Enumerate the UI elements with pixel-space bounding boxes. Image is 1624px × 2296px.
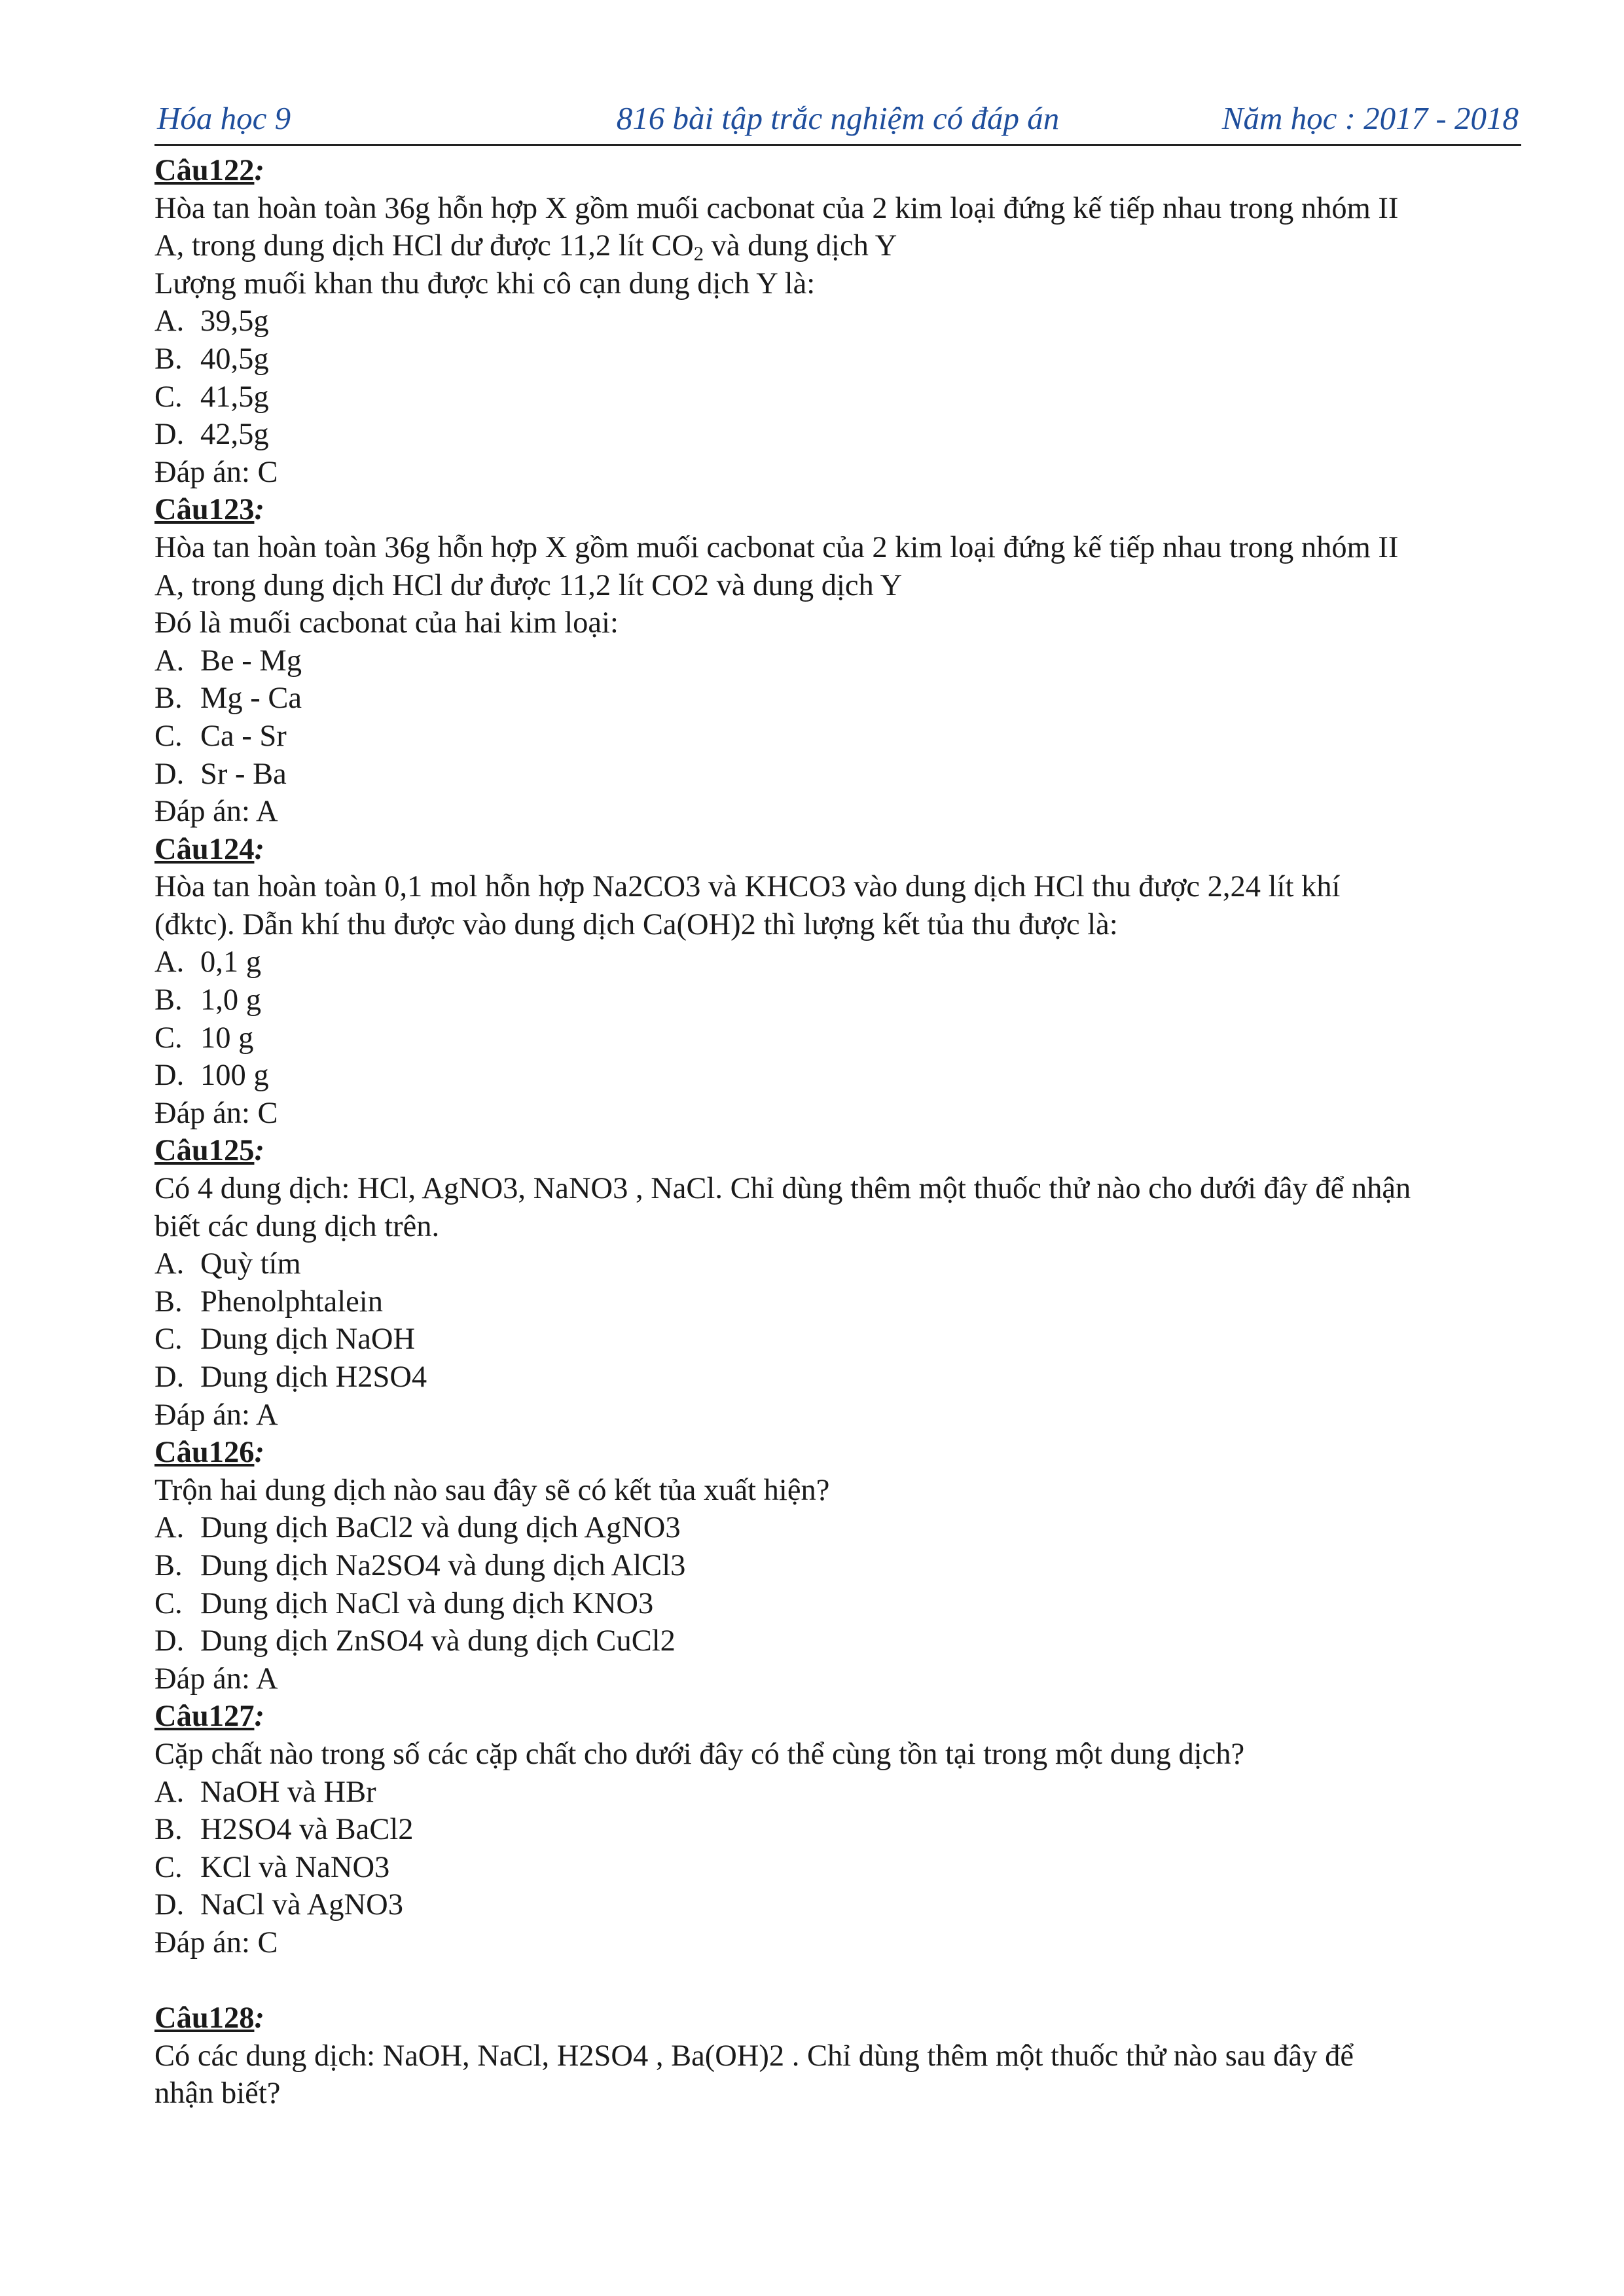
answer-option [154,1585,1523,1623]
question-text-line [154,227,1523,265]
option-letter: D. [154,1360,185,1394]
question-text-line: Đó là muối cacbonat của hai kim loại: [154,606,619,640]
question-text-line: biết các dung dịch trên. [154,1209,440,1243]
answer-option [154,1886,1523,1924]
question-block [154,491,1523,830]
option-letter: A. [154,304,185,338]
option-letter: D. [154,1888,185,1922]
option-text: Ca - Sr [200,719,287,753]
answer-option [154,1811,1523,1849]
answer-option [154,340,1523,378]
answer-option [154,1321,1523,1358]
answer-option [154,302,1523,340]
option-text: Dung dịch Na2SO4 và dung dịch AlCl3 [200,1548,686,1582]
option-letter: B. [154,983,183,1017]
answer-option [154,1245,1523,1283]
option-letter: A. [154,1247,185,1281]
question-text-line: Hòa tan hoàn toàn 36g hỗn hợp X gồm muối cacbonat của 2 kim loại đứng kế tiếp nhau trong nhóm II [154,191,1399,225]
option-text: 100 g [200,1059,269,1093]
subscript: 2 [693,242,704,265]
blank-line [154,1962,1523,2000]
option-text: Quỳ tím [200,1247,301,1281]
question-number-colon: : [254,1700,264,1734]
option-text: 40,5g [200,342,269,376]
option-text: Dung dịch NaOH [200,1322,416,1357]
option-text: 10 g [200,1021,254,1055]
question-text-segment: A, trong dung dịch HCl dư được 11,2 lít CO [154,229,694,263]
question-block [154,831,1523,1133]
answer-option [154,1849,1523,1887]
option-letter: C. [154,1586,183,1620]
answer-key: Đáp án: A [154,1662,278,1696]
answer-option [154,1509,1523,1547]
question-text-line: (đktc). Dẫn khí thu được vào dung dịch Ca(OH)2 thì lượng kết tủa thu được là: [154,907,1118,941]
question-text-line: Có 4 dung dịch: HCl, AgNO3, NaNO3 , NaCl. Chỉ dùng thêm một thuốc thử nào cho dưới đây để nhận [154,1172,1411,1206]
answer-option [154,642,1523,680]
question-text-line: Hòa tan hoàn toàn 36g hỗn hợp X gồm muối cacbonat của 2 kim loại đứng kế tiếp nhau trong nhóm II [154,530,1399,564]
option-letter: D. [154,1059,185,1093]
answer-option [154,416,1523,454]
option-text: NaCl và AgNO3 [200,1888,403,1922]
answer-option [154,1622,1523,1660]
question-text-line: nhận biết? [154,2077,281,2111]
option-letter: B. [154,1285,183,1319]
option-letter: B. [154,342,183,376]
answer-option [154,680,1523,718]
header-school-year: Năm học : 2017 - 2018 [1221,100,1519,136]
question-text-line: Trộn hai dung dịch nào sau đây sẽ có kết tủa xuất hiện? [154,1473,830,1507]
answer-key: Đáp án: C [154,1925,278,1959]
option-letter: D. [154,1624,185,1658]
question-title [154,152,1523,190]
question-title [154,1698,1523,1736]
answer-option [154,1358,1523,1396]
option-letter: A. [154,1511,185,1545]
answer-key: Đáp án: A [154,795,278,829]
question-block [154,1999,1523,2113]
question-list [154,152,1523,2113]
question-text-segment: và dung dịch Y [704,229,897,263]
answer-option [154,943,1523,981]
question-number: Câu123 [154,493,255,527]
option-text: 1,0 g [200,983,261,1017]
answer-key: Đáp án: A [154,1398,278,1432]
question-number-colon: : [254,832,264,866]
option-letter: A. [154,945,185,979]
option-letter: C. [154,1850,183,1884]
question-text-line: Cặp chất nào trong số các cặp chất cho dưới đây có thể cùng tồn tại trong một dung dịch? [154,1737,1245,1771]
option-text: H2SO4 và BaCl2 [200,1813,414,1847]
option-letter: B. [154,682,183,716]
option-text: Dung dịch BaCl2 và dung dịch AgNO3 [200,1511,681,1545]
header-title: 816 bài tập trắc nghiệm có đáp án [616,100,1060,136]
answer-option [154,1019,1523,1057]
question-number: Câu124 [154,832,255,866]
answer-key: Đáp án: C [154,1096,278,1130]
answer-option [154,756,1523,793]
question-block [154,1132,1523,1434]
question-number: Câu122 [154,154,255,187]
question-number: Câu126 [154,1436,255,1470]
option-letter: D. [154,757,185,791]
question-text-line: Có các dung dịch: NaOH, NaCl, H2SO4 , Ba(OH)2 . Chỉ dùng thêm một thuốc thử nào sau đây để [154,2039,1354,2073]
question-number-colon: : [254,2001,264,2035]
option-text: 39,5g [200,304,269,338]
option-letter: A. [154,644,185,678]
option-text: Be - Mg [200,644,302,678]
option-letter: C. [154,1322,183,1357]
answer-option [154,718,1523,756]
question-title [154,1999,1523,2037]
option-text: 41,5g [200,380,269,414]
option-text: NaOH và HBr [200,1775,376,1809]
question-text-line: Hòa tan hoàn toàn 0,1 mol hỗn hợp Na2CO3 và KHCO3 vào dung dịch HCl thu được 2,24 lít khí [154,870,1341,904]
question-number: Câu128 [154,2001,255,2035]
answer-key: Đáp án: C [154,455,278,489]
question-text-line: A, trong dung dịch HCl dư được 11,2 lít CO2 và dung dịch Y [154,568,903,602]
option-text: Dung dịch NaCl và dung dịch KNO3 [200,1586,654,1620]
option-text: Phenolphtalein [200,1285,383,1319]
option-text: Dung dịch H2SO4 [200,1360,427,1394]
option-letter: C. [154,380,183,414]
question-number-colon: : [254,493,264,527]
page-header [154,97,1521,146]
question-number: Câu127 [154,1700,255,1734]
question-block [154,1698,1523,1961]
question-number-colon: : [254,1134,264,1168]
option-text: Dung dịch ZnSO4 và dung dịch CuCl2 [200,1624,676,1658]
option-text: 42,5g [200,418,269,452]
option-letter: A. [154,1775,185,1809]
question-block [154,1434,1523,1698]
option-text: Mg - Ca [200,682,302,716]
question-number: Câu125 [154,1134,255,1168]
answer-option [154,1547,1523,1585]
question-title [154,831,1523,869]
answer-option [154,378,1523,416]
option-letter: D. [154,418,185,452]
option-text: KCl và NaNO3 [200,1850,390,1884]
question-text-line: Lượng muối khan thu được khi cô cạn dung dịch Y là: [154,266,816,301]
answer-option [154,981,1523,1019]
option-letter: C. [154,1021,183,1055]
question-number-colon: : [254,154,264,187]
option-text: Sr - Ba [200,757,287,791]
question-number-colon: : [254,1436,264,1470]
header-subject: Hóa học 9 [157,100,291,136]
option-letter: B. [154,1548,183,1582]
question-title [154,491,1523,529]
option-letter: C. [154,719,183,753]
option-text: 0,1 g [200,945,261,979]
question-block [154,152,1523,491]
question-title [154,1434,1523,1472]
answer-option [154,1057,1523,1095]
option-letter: B. [154,1813,183,1847]
question-title [154,1132,1523,1170]
answer-option [154,1774,1523,1812]
answer-option [154,1283,1523,1321]
